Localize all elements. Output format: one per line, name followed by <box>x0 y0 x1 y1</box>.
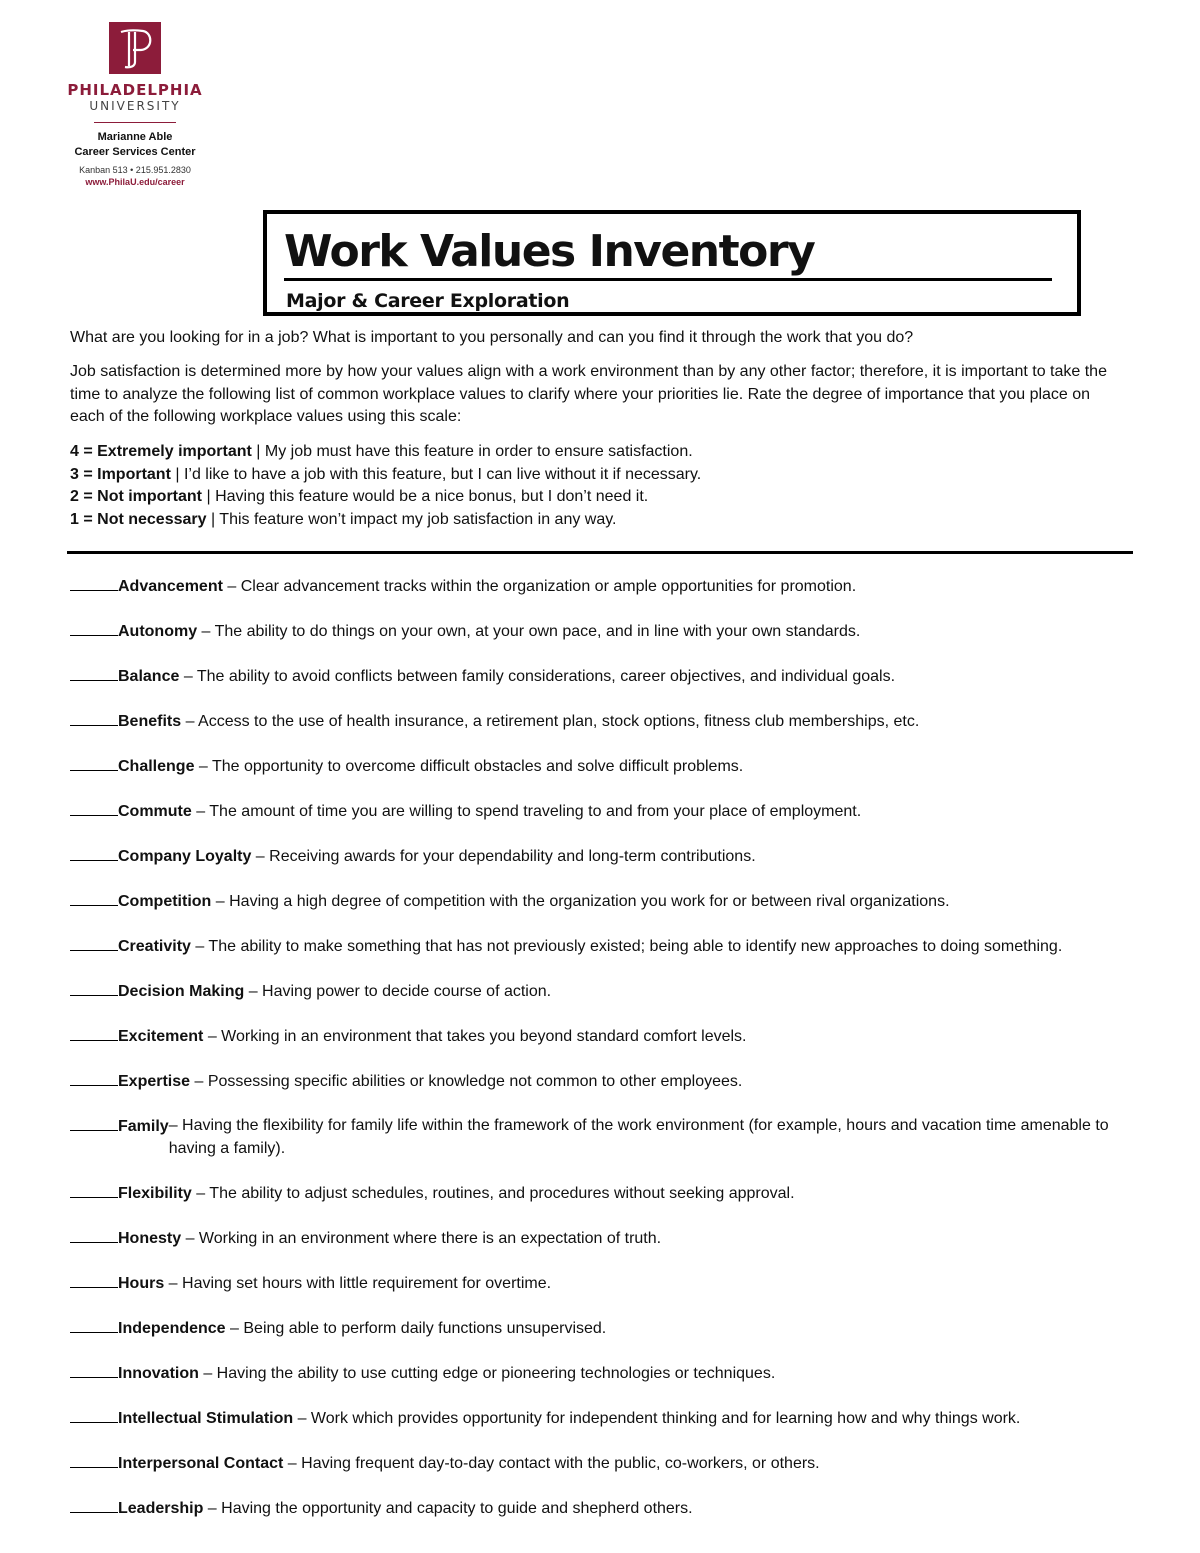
value-name: Excitement <box>118 1028 204 1045</box>
scale-row <box>70 486 701 509</box>
value-name: Challenge <box>118 758 195 775</box>
section-divider <box>67 551 1133 554</box>
value-name: Family <box>118 1118 169 1135</box>
list-item <box>70 800 1130 845</box>
value-name: Creativity <box>118 938 191 955</box>
list-item <box>70 1362 1130 1407</box>
rating-blank[interactable] <box>70 1182 118 1198</box>
value-name: Benefits <box>118 713 182 730</box>
scale-row <box>70 464 701 487</box>
list-item <box>70 1182 1130 1227</box>
list-item <box>70 620 1130 665</box>
value-desc: – Work which provides opportunity for independent thinking and for learning how and why things work. <box>293 1410 1021 1427</box>
value-desc: – Clear advancement tracks within the organization or ample opportunities for promotion. <box>222 578 857 595</box>
rating-blank[interactable] <box>70 1227 118 1243</box>
page-title: Work Values Inventory <box>284 226 815 277</box>
rating-blank[interactable] <box>70 1272 118 1288</box>
scale-label: 2 = Not important <box>70 488 203 505</box>
title-divider <box>284 278 1052 281</box>
value-desc: – The amount of time you are willing to spend traveling to and from your place of employment. <box>191 803 862 820</box>
value-name: Company Loyalty <box>118 848 252 865</box>
value-name: Competition <box>118 893 212 910</box>
value-desc: – Being able to perform daily functions unsupervised. <box>225 1320 607 1337</box>
list-item <box>70 755 1130 800</box>
page-subtitle: Major & Career Exploration <box>286 290 570 312</box>
scale-row <box>70 441 701 464</box>
rating-blank[interactable] <box>70 890 118 906</box>
value-desc: – The ability to avoid conflicts between family considerations, career objectives, and individual goals. <box>179 668 896 685</box>
rating-blank[interactable] <box>70 575 118 591</box>
value-desc: – The ability to make something that has not previously existed; being able to identify new approaches to doing something. <box>190 938 1063 955</box>
value-name: Decision Making <box>118 983 245 1000</box>
list-item <box>70 980 1130 1025</box>
scale-row <box>70 509 701 532</box>
list-item <box>70 665 1130 710</box>
list-item <box>70 1452 1130 1497</box>
value-name: Advancement <box>118 578 223 595</box>
rating-blank[interactable] <box>70 1362 118 1378</box>
rating-blank[interactable] <box>70 1025 118 1041</box>
list-item <box>70 1272 1130 1317</box>
office-department: Career Services Center <box>74 146 196 158</box>
logo-name: PHILADELPHIA <box>67 81 203 99</box>
rating-blank[interactable] <box>70 1115 118 1131</box>
scale-desc: | This feature won’t impact my job satisfaction in any way. <box>206 510 617 528</box>
list-item <box>70 935 1130 980</box>
rating-blank[interactable] <box>70 1317 118 1333</box>
value-desc: – Having frequent day-to-day contact with the public, co-workers, or others. <box>283 1455 820 1472</box>
rating-blank[interactable] <box>70 1452 118 1468</box>
value-desc: – Working in an environment that takes you beyond standard comfort levels. <box>203 1028 747 1045</box>
rating-blank[interactable] <box>70 845 118 861</box>
rating-blank[interactable] <box>70 1070 118 1086</box>
list-item <box>70 1317 1130 1362</box>
rating-scale <box>70 441 701 531</box>
rating-blank[interactable] <box>70 1407 118 1423</box>
value-desc: – Having the opportunity and capacity to guide and shepherd others. <box>203 1500 693 1517</box>
list-item <box>70 1407 1130 1452</box>
office-name: Marianne Able <box>97 131 173 143</box>
list-item <box>70 845 1130 890</box>
logo-divider <box>94 122 176 123</box>
intro-question: What are you looking for in a job? What is important to you personally and can you find it through the work that you do? <box>70 329 914 346</box>
value-desc: – Possessing specific abilities or knowledge not common to other employees. <box>190 1073 743 1090</box>
rating-blank[interactable] <box>70 710 118 726</box>
list-item <box>70 575 1130 620</box>
scale-desc: | I’d like to have a job with this feature, but I can live without it if necessary. <box>170 465 702 483</box>
value-name: Innovation <box>118 1365 199 1382</box>
value-desc: – Having the ability to use cutting edge or pioneering technologies or techniques. <box>198 1365 776 1382</box>
list-item <box>70 710 1130 755</box>
value-name: Honesty <box>118 1230 182 1247</box>
value-desc: – Having the flexibility for family life within the framework of the work environment (for example, hours and vacation time amenable to having a family). <box>168 1117 1109 1157</box>
scale-label: 1 = Not necessary <box>70 510 207 528</box>
value-desc: – Having power to decide course of action. <box>244 983 552 1000</box>
value-name: Balance <box>118 668 180 685</box>
philadelphia-university-monogram-icon <box>109 22 161 74</box>
value-desc: – The ability to do things on your own, at your own pace, and in line with your own standards. <box>197 623 861 640</box>
list-item <box>70 890 1130 935</box>
value-name: Expertise <box>118 1073 191 1090</box>
rating-blank[interactable] <box>70 800 118 816</box>
list-item <box>70 1227 1130 1272</box>
rating-blank[interactable] <box>70 1497 118 1513</box>
office-phone: Kanban 513 • 215.951.2830 <box>79 165 191 175</box>
title-box <box>263 210 1081 316</box>
rating-blank[interactable] <box>70 755 118 771</box>
value-desc: – Having set hours with little requirement for overtime. <box>164 1275 552 1292</box>
value-desc: – The opportunity to overcome difficult obstacles and solve difficult problems. <box>194 758 744 775</box>
value-name: Commute <box>118 803 192 820</box>
value-name: Leadership <box>118 1500 204 1517</box>
value-desc: – The ability to adjust schedules, routines, and procedures without seeking approval. <box>191 1185 795 1202</box>
rating-blank[interactable] <box>70 620 118 636</box>
list-item <box>70 1070 1130 1115</box>
rating-blank[interactable] <box>70 935 118 951</box>
rating-blank[interactable] <box>70 665 118 681</box>
value-desc: – Receiving awards for your dependability and long-term contributions. <box>251 848 756 865</box>
office-url: www.PhilaU.edu/career <box>85 177 185 187</box>
scale-label: 4 = Extremely important <box>70 443 252 460</box>
value-name: Independence <box>118 1320 226 1337</box>
list-item <box>70 1115 1130 1182</box>
logo-sub: UNIVERSITY <box>89 99 181 113</box>
value-name: Hours <box>118 1275 165 1292</box>
values-list <box>70 575 1130 1542</box>
value-name: Autonomy <box>118 623 198 640</box>
value-desc: – Access to the use of health insurance, a retirement plan, stock options, fitness club memberships, etc. <box>181 713 920 730</box>
value-desc: – Having a high degree of competition with the organization you work for or between rival organizations. <box>211 893 950 910</box>
rating-blank[interactable] <box>70 980 118 996</box>
intro-paragraph: Job satisfaction is determined more by how your values align with a work environment than by any other factor; therefore, it is important to take the time to analyze the following list of common workplace values to clarify where your priorities lie. Rate the degree of importance that you place on each of the following workplace values using this scale: <box>70 363 1107 425</box>
university-logo <box>60 22 210 188</box>
value-name: Flexibility <box>118 1185 192 1202</box>
value-name: Intellectual Stimulation <box>118 1410 294 1427</box>
scale-desc: | Having this feature would be a nice bonus, but I don’t need it. <box>202 488 649 505</box>
list-item <box>70 1025 1130 1070</box>
value-name: Interpersonal Contact <box>118 1455 284 1472</box>
list-item <box>70 1497 1130 1542</box>
scale-label: 3 = Important <box>70 465 171 483</box>
value-desc: – Working in an environment where there is an expectation of truth. <box>181 1230 662 1247</box>
scale-desc: | My job must have this feature in order to ensure satisfaction. <box>251 443 693 460</box>
